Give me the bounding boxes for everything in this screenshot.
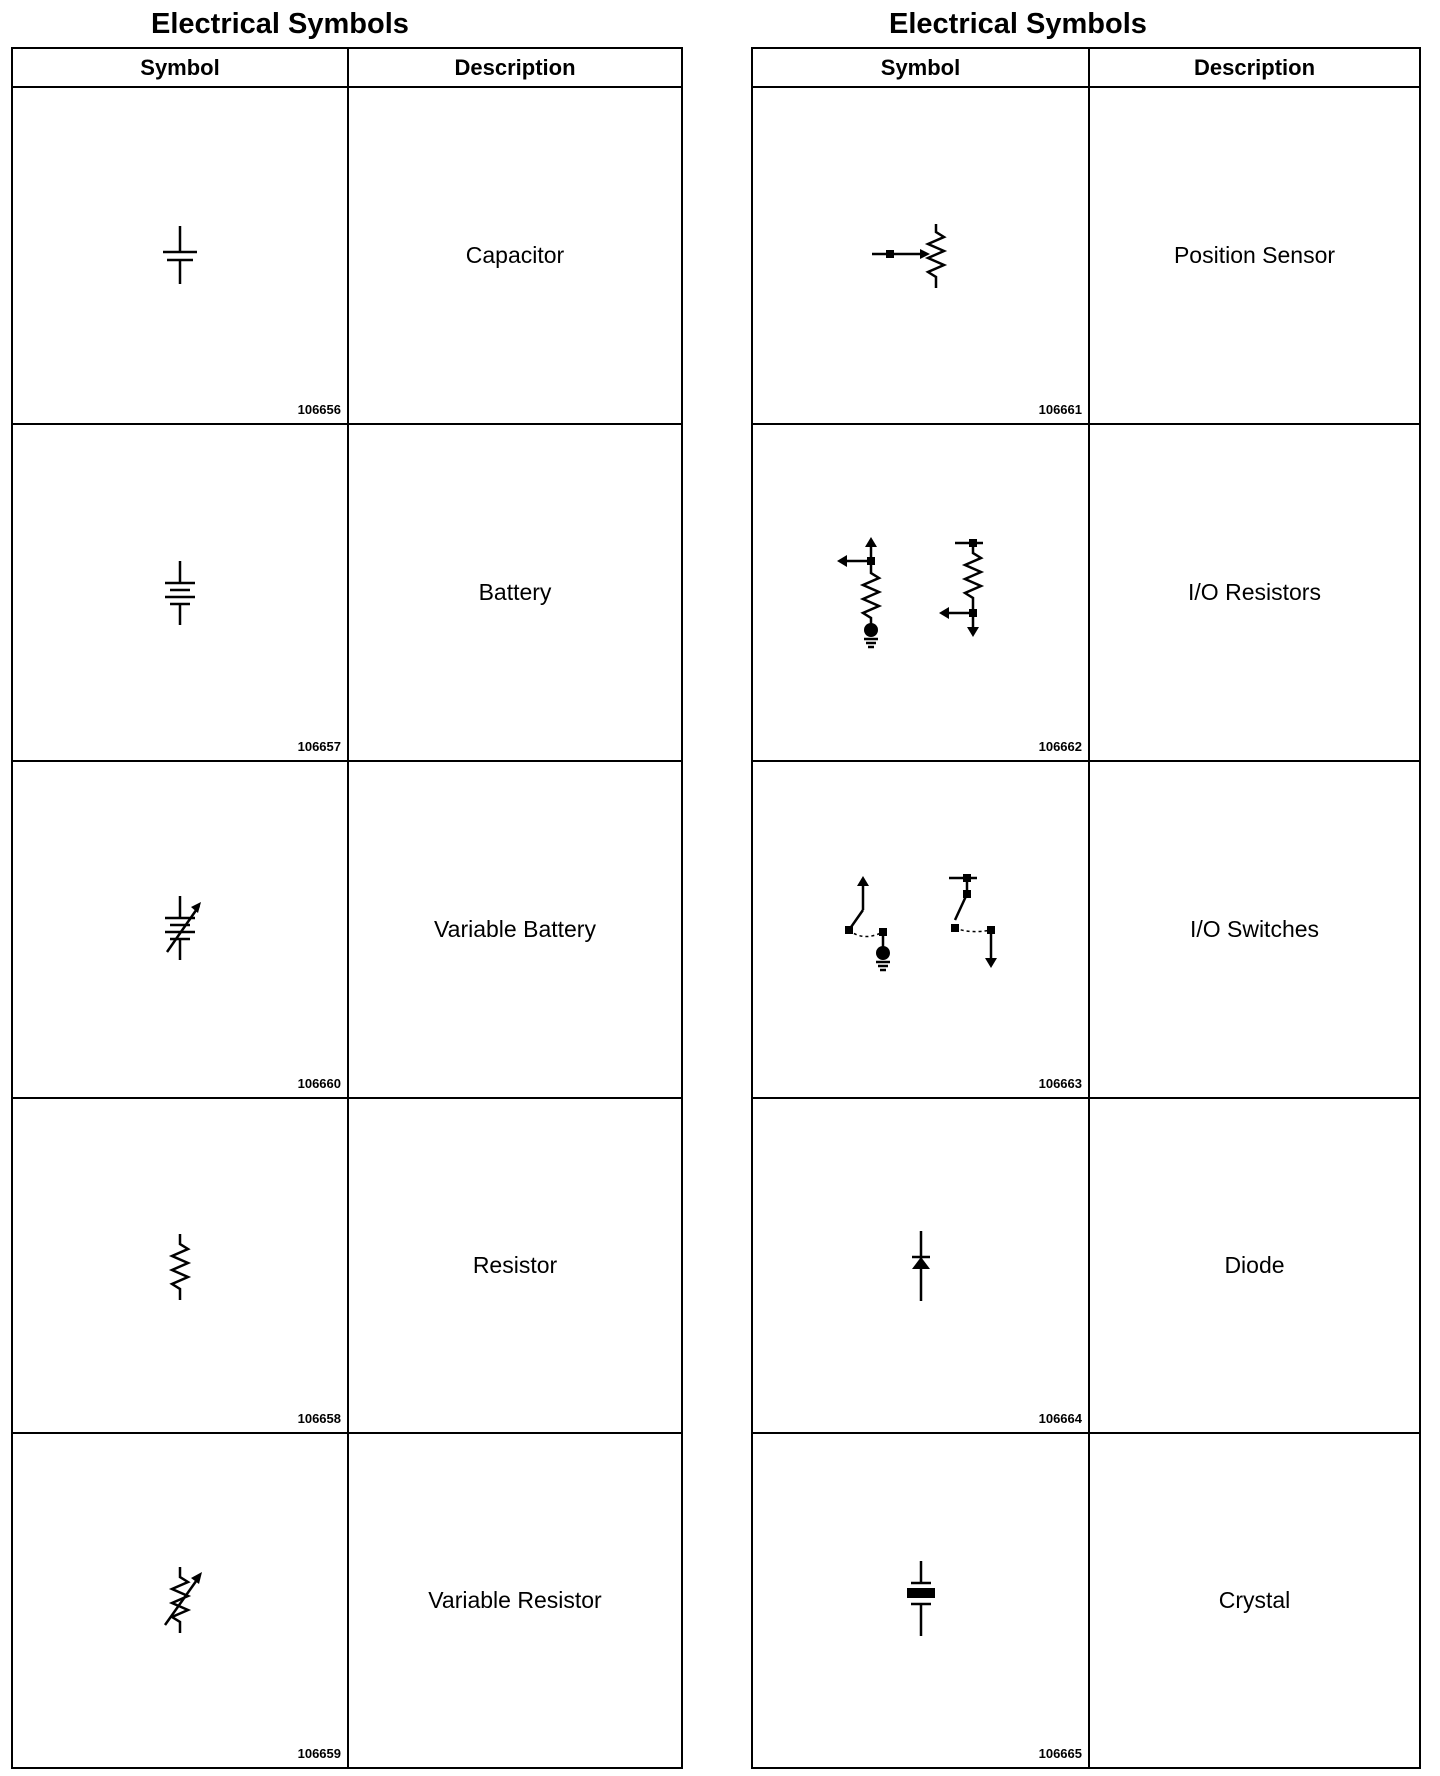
symbol-cell	[12, 87, 348, 424]
table-row	[12, 761, 682, 1098]
symbol-cell	[752, 87, 1089, 424]
description-cell: Resistor	[348, 1098, 682, 1433]
description-column-header: Description	[348, 48, 682, 87]
table-row	[12, 87, 682, 424]
symbol-code: 106658	[297, 1411, 341, 1426]
symbol-code: 106661	[1038, 402, 1082, 417]
symbol-code: 106657	[297, 739, 341, 754]
symbol-column-header: Symbol	[752, 48, 1089, 87]
variable-battery-symbol-icon	[145, 890, 215, 970]
io-switches-symbol-icon	[831, 870, 1011, 990]
description-cell: Position Sensor	[1089, 87, 1420, 424]
header-row	[752, 48, 1420, 87]
symbol-code: 106656	[297, 402, 341, 417]
table-row	[12, 1433, 682, 1768]
symbol-code: 106659	[297, 1746, 341, 1761]
description-cell: Capacitor	[348, 87, 682, 424]
symbol-cell	[12, 424, 348, 761]
description-cell: Battery	[348, 424, 682, 761]
symbol-cell	[752, 1433, 1089, 1768]
symbol-code: 106664	[1038, 1411, 1082, 1426]
description-cell: Crystal	[1089, 1433, 1420, 1768]
table-row	[752, 1098, 1420, 1433]
position-sensor-symbol-icon	[866, 216, 976, 296]
table-row	[12, 1098, 682, 1433]
description-column-header: Description	[1089, 48, 1420, 87]
description-cell: I/O Switches	[1089, 761, 1420, 1098]
battery-symbol-icon	[150, 553, 210, 633]
symbol-cell	[12, 1433, 348, 1768]
symbol-cell	[12, 1098, 348, 1433]
diode-symbol-icon	[891, 1226, 951, 1306]
symbol-code: 106663	[1038, 1076, 1082, 1091]
description-cell: Variable Resistor	[348, 1433, 682, 1768]
capacitor-symbol-icon	[150, 216, 210, 296]
symbol-column-header: Symbol	[12, 48, 348, 87]
table-row	[752, 424, 1420, 761]
symbol-cell	[12, 761, 348, 1098]
table-row	[752, 1433, 1420, 1768]
panel-title: Electrical Symbols	[151, 8, 409, 40]
symbol-code: 106665	[1038, 1746, 1082, 1761]
crystal-symbol-icon	[891, 1556, 951, 1646]
table-row	[12, 424, 682, 761]
symbol-code: 106660	[297, 1076, 341, 1091]
description-cell: Variable Battery	[348, 761, 682, 1098]
symbols-table	[751, 47, 1421, 1769]
description-cell: Diode	[1089, 1098, 1420, 1433]
symbol-code: 106662	[1038, 739, 1082, 754]
header-row	[12, 48, 682, 87]
symbol-cell	[752, 761, 1089, 1098]
table-row	[752, 761, 1420, 1098]
description-cell: I/O Resistors	[1089, 424, 1420, 761]
variable-resistor-symbol-icon	[145, 1561, 215, 1641]
symbols-table	[11, 47, 683, 1769]
symbol-cell	[752, 1098, 1089, 1433]
panel-title: Electrical Symbols	[889, 8, 1147, 40]
symbol-cell	[752, 424, 1089, 761]
resistor-symbol-icon	[150, 1226, 210, 1306]
io-resistors-symbol-icon	[831, 533, 1011, 653]
table-row	[752, 87, 1420, 424]
